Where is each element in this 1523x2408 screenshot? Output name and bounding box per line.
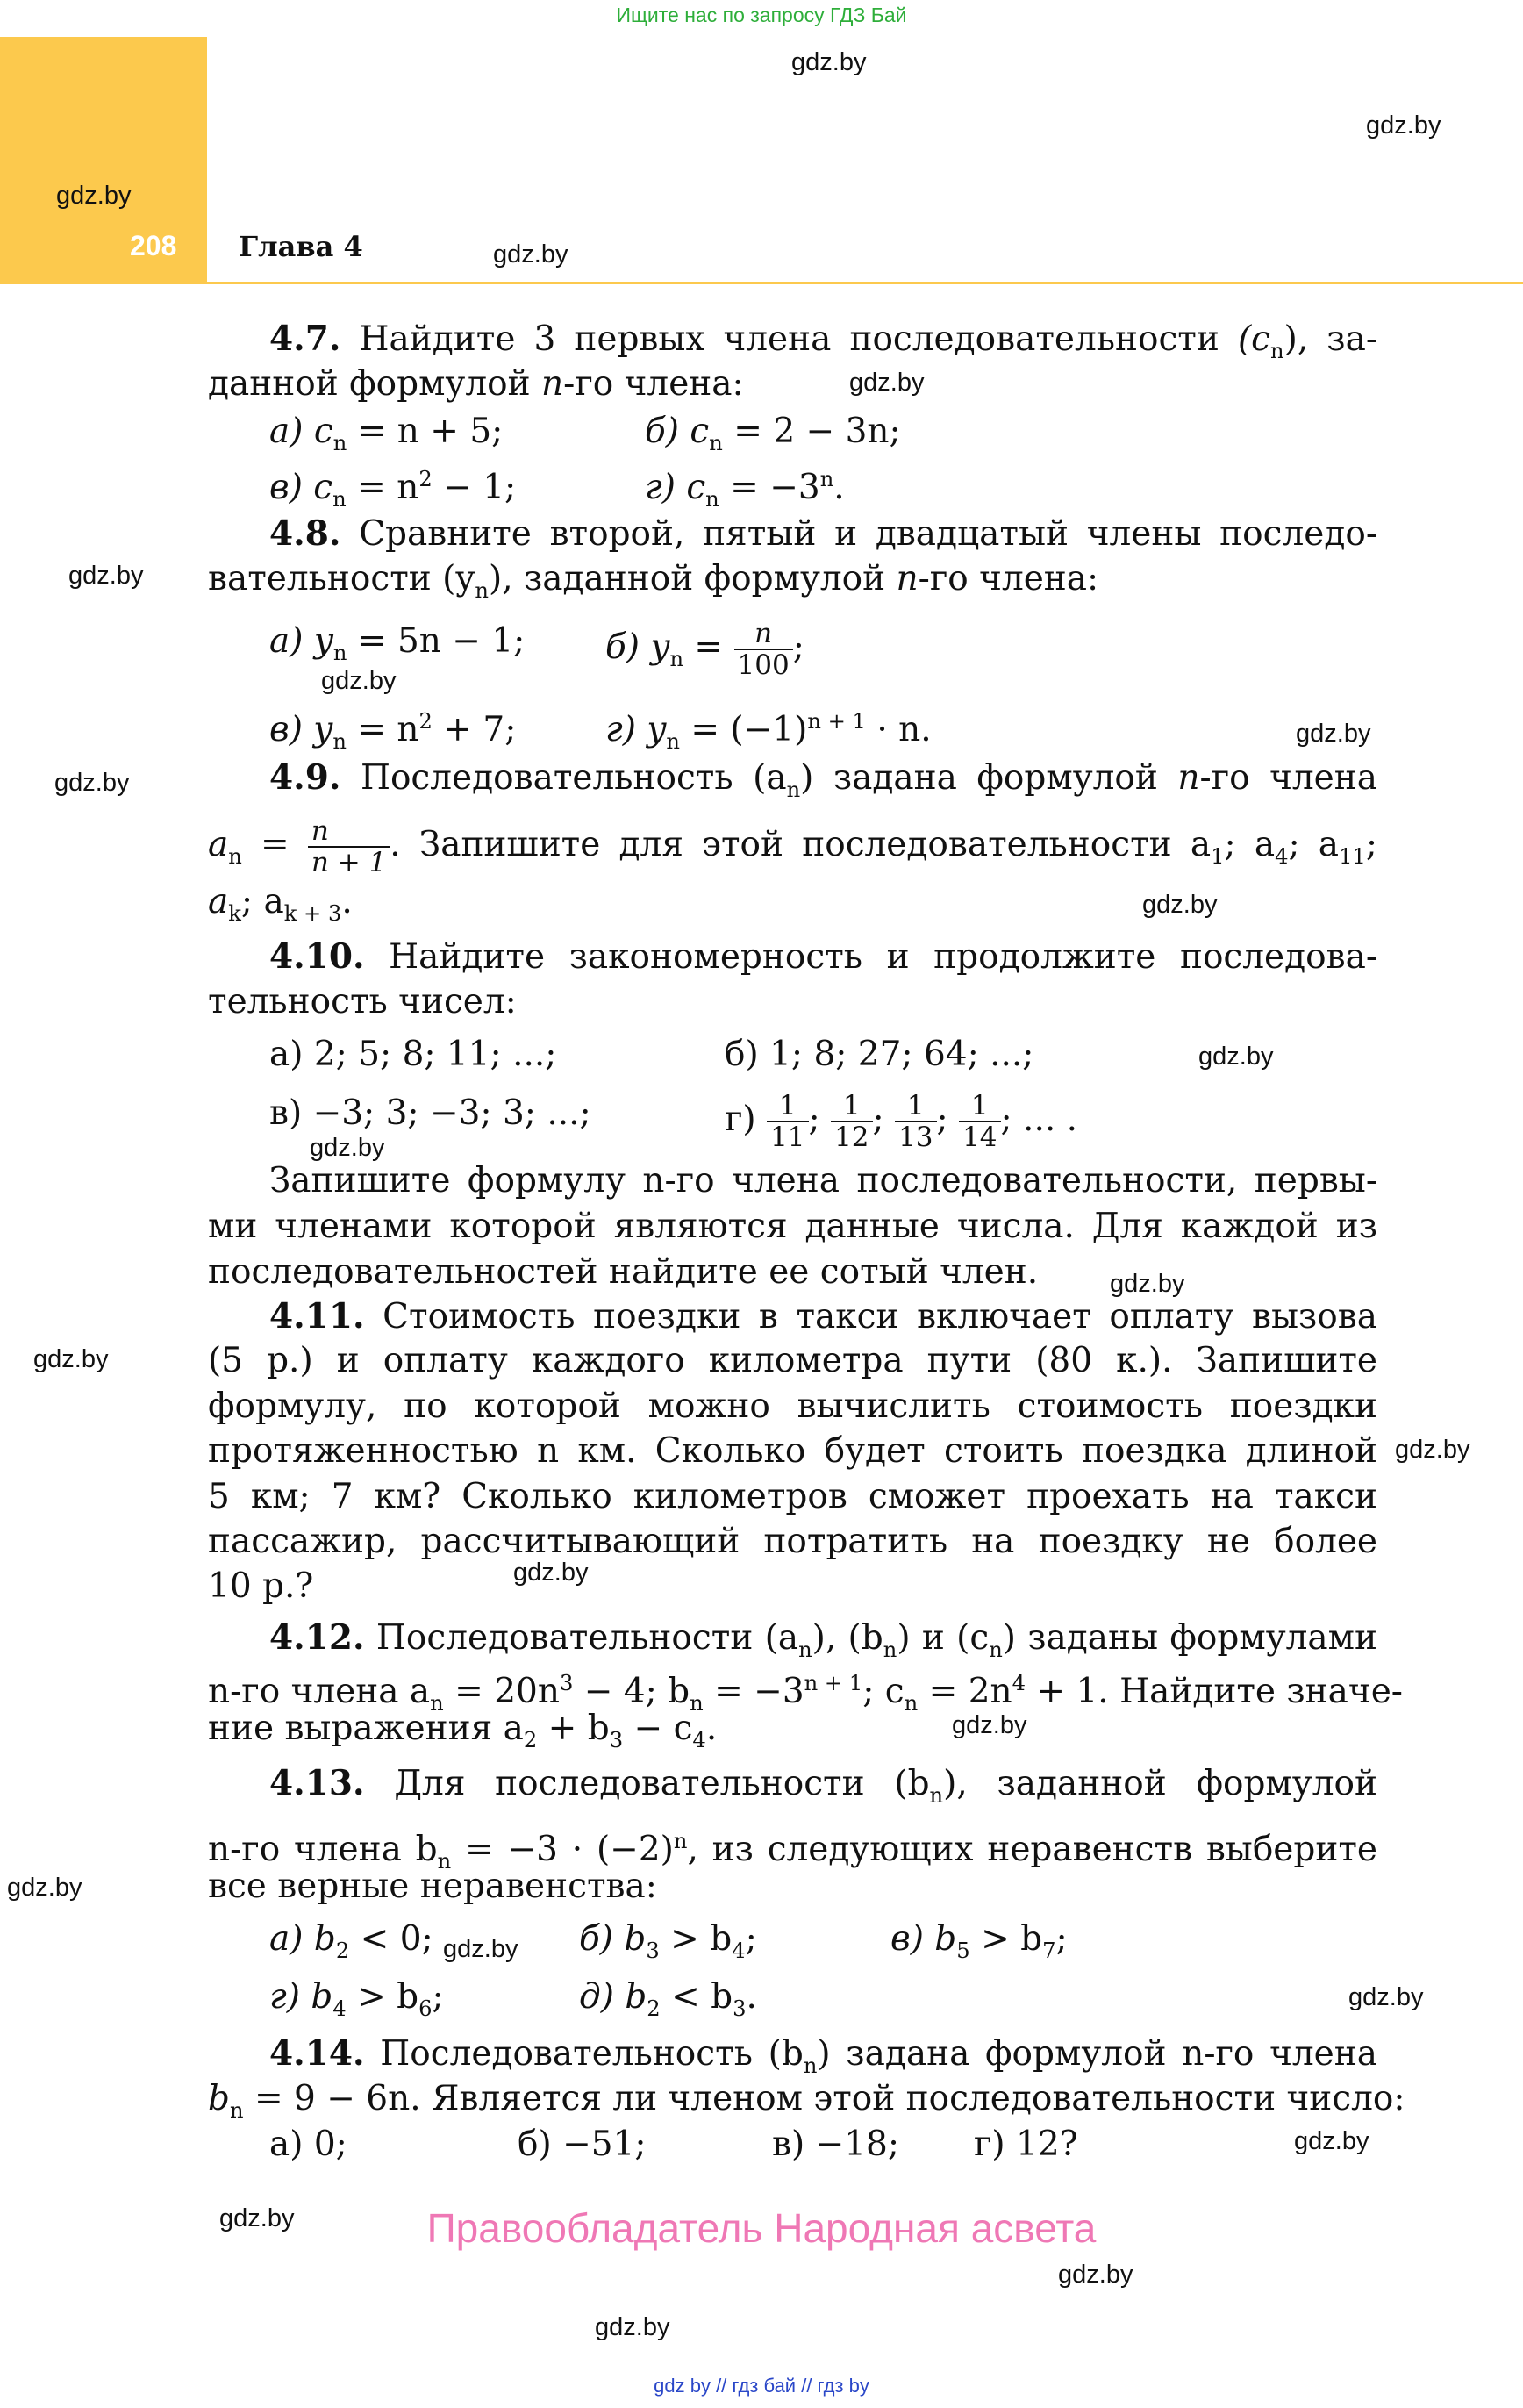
watermark: gdz.by: [33, 1345, 109, 1373]
problem-4-13-line-1: 4.13. Для последовательности $(b_n)$, заданной формулой: [269, 1763, 1377, 1808]
header-rule: [207, 282, 1523, 284]
problem-4-8-g: г) $y_n = (-1)^{n + 1} \cdot n$.: [605, 709, 932, 754]
watermark: gdz.by: [68, 562, 144, 590]
seq: $(c_n)$, за-: [1237, 319, 1377, 363]
footer-links[interactable]: gdz by // гдз бай // гдз by: [654, 2375, 869, 2397]
problem-4-13-v: в) $b_5 > b_7$;: [890, 1919, 1068, 1963]
problem-4-10-g: г) $\frac{1}{11}$ ; $\frac{1}{12}$ ; $\frac{1}{13}$ ; $\frac{1}{14}$ ; ... .: [725, 1090, 1078, 1153]
watermark: gdz.by: [1395, 1436, 1470, 1464]
copyright-notice: Правообладатель Народная асвета: [426, 2205, 1097, 2251]
watermark: gdz.by: [791, 48, 867, 76]
problem-4-7-b: б) $c_n = 2 - 3n$;: [645, 412, 901, 455]
problem-4-9-line-2: $a_n$ = $\frac{n}{n + 1}$ . Запишите для этой последовательности $a_1$; $a_4$; $a_{11}$;: [208, 815, 1377, 878]
problem-4-11-line-4: протяженностью n км. Сколько будет стоить поездка длиной: [208, 1431, 1377, 1471]
problem-4-14-b: б) −51;: [518, 2125, 647, 2164]
watermark: gdz.by: [443, 1935, 518, 1963]
watermark: gdz.by: [7, 1874, 82, 1902]
problem-4-10-line-1: 4.10. Найдите закономерность и продолжите последова-: [269, 936, 1377, 977]
watermark: gdz.by: [1294, 2127, 1369, 2155]
problem-4-8-line-2: вательности $(y_n)$, заданной формулой n-го члена:: [208, 559, 1099, 603]
problem-4-8-b: б) $y_n$ = $\frac{n}{100}$ ;: [605, 618, 804, 681]
problem-4-7-v: в) $c_n = n^2 - 1$;: [269, 467, 517, 512]
problem-4-7-a: а) $c_n = n + 5$;: [269, 412, 504, 455]
problem-4-11-line-7: 10 р.?: [208, 1566, 314, 1606]
watermark: gdz.by: [54, 769, 130, 797]
watermark: gdz.by: [321, 667, 397, 695]
watermark: gdz.by: [56, 182, 132, 210]
problem-4-14-a: а) 0;: [269, 2125, 347, 2164]
problem-4-10-follow-2: ми членами которой являются данные числа. Для каждой из: [208, 1207, 1377, 1246]
problem-4-12-line-3: ние выражения $a_2 + b_3 - c_4$.: [208, 1709, 718, 1752]
problem-4-12-line-2: n-го члена $a_n = 20n^3 - 4$; $b_n = -3^{n + 1}$; $c_n = 2n^4 + 1$. Найдите значе-: [208, 1671, 1403, 1716]
watermark: gdz.by: [513, 1559, 589, 1587]
problem-4-13-a: а) $b_2 < 0$;: [269, 1919, 433, 1963]
watermark: gdz.by: [1198, 1043, 1274, 1071]
problem-4-9-line-1: 4.9. Последовательность $(a_n)$ задана формулой n-го члена: [269, 757, 1377, 802]
problem-4-13-line-2: n-го члена $b_n = -3 \cdot (-2)^n$, из следующих неравенств выберите: [208, 1829, 1377, 1874]
problem-number: 4.7.: [269, 319, 341, 359]
problem-4-10-b: б) 1; 8; 27; 64; ...;: [725, 1035, 1034, 1074]
watermark: gdz.by: [952, 1711, 1027, 1739]
problem-4-11-line-6: пассажир, рассчитывающий потратить на поездку не более: [208, 1522, 1377, 1561]
watermark: gdz.by: [493, 240, 568, 269]
problem-4-13-b: б) $b_3 > b_4$;: [579, 1919, 757, 1963]
problem-4-10-follow-3: последовательностей найдите ее сотый член.: [208, 1252, 1039, 1292]
watermark: gdz.by: [310, 1134, 385, 1162]
problem-4-8-a: а) $y_n = 5n - 1$;: [269, 621, 526, 665]
watermark: gdz.by: [595, 2313, 670, 2341]
watermark: gdz.by: [1366, 111, 1441, 140]
problem-4-8-line-1: 4.8. Сравните второй, пятый и двадцатый члены последо-: [269, 513, 1377, 554]
problem-4-10-a: а) 2; 5; 8; 11; ...;: [269, 1035, 557, 1074]
problem-4-13-line-3: все верные неравенства:: [208, 1867, 657, 1906]
problem-4-9-line-3: $a_k$; $a_{k + 3}$.: [208, 882, 353, 926]
problem-4-8-v: в) $y_n = n^2 + 7$;: [269, 709, 517, 754]
problem-4-14-g: г) 12?: [974, 2125, 1078, 2164]
problem-4-11-line-5: 5 км; 7 км? Сколько километров сможет проехать на такси: [208, 1477, 1377, 1516]
problem-4-13-d: д) $b_2 < b_3$.: [579, 1977, 757, 2021]
problem-4-10-follow-1: Запишите формулу n-го члена последовательности, первы-: [269, 1161, 1377, 1200]
problem-4-14-line-1: 4.14. Последовательность $(b_n)$ задана формулой n-го члена: [269, 2033, 1377, 2078]
watermark: gdz.by: [849, 369, 925, 397]
watermark: gdz.by: [1142, 891, 1218, 919]
problem-4-11-line-2: (5 р.) и оплату каждого километра пути (80 к.). Запишите: [208, 1341, 1377, 1380]
watermark: gdz.by: [1296, 720, 1371, 748]
page-number: 208: [130, 230, 177, 262]
watermark: gdz.by: [1110, 1270, 1185, 1298]
problem-4-7-line-2: данной формулой n-го члена:: [208, 364, 744, 404]
text: Найдите 3 первых члена последовательности: [359, 319, 1219, 359]
chapter-title: Глава 4: [239, 230, 363, 263]
problem-4-14-v: в) −18;: [772, 2125, 900, 2164]
problem-4-11-line-1: 4.11. Стоимость поездки в такси включает оплату вызова: [269, 1296, 1377, 1337]
watermark: gdz.by: [1348, 1983, 1424, 2011]
problem-4-14-line-2: $b_n = 9 - 6n$. Является ли членом этой последовательности число:: [208, 2079, 1405, 2123]
top-notice[interactable]: Ищите нас по запросу ГДЗ Бай: [616, 4, 907, 26]
watermark: gdz.by: [219, 2204, 295, 2232]
problem-4-12-line-1: 4.12. Последовательности $(a_n)$, $(b_n)$ и $(c_n)$ заданы формулами: [269, 1617, 1377, 1662]
problem-4-11-line-3: формулу, по которой можно вычислить стоимость поездки: [208, 1387, 1377, 1426]
watermark: gdz.by: [1058, 2261, 1133, 2289]
problem-4-13-g: г) $b_4 > b_6$;: [269, 1977, 444, 2021]
problem-4-10-v: в) −3; 3; −3; 3; ...;: [269, 1093, 591, 1133]
problem-4-10-line-2: тельность чисел:: [208, 982, 517, 1021]
problem-4-7-g: г) $c_n = -3^n$.: [645, 467, 845, 512]
